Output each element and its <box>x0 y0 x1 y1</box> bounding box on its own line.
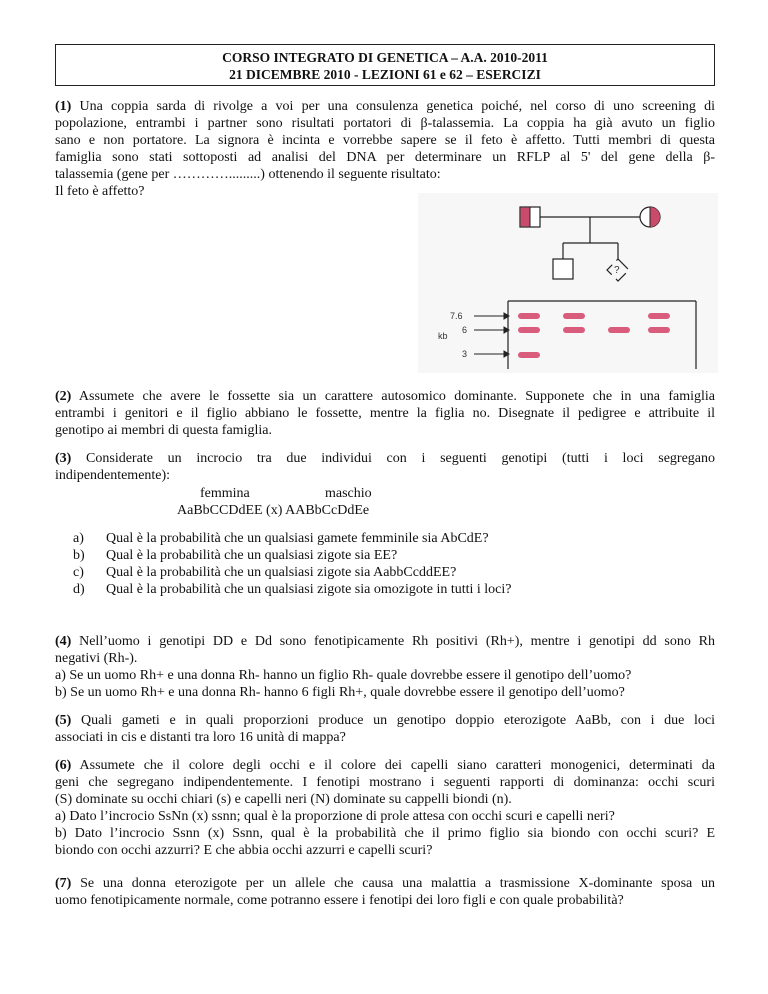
q6-line-2: geni che segregano indipendentemente. I fenotipi mostrano i seguenti rapporti di dominanza: occhi scuri <box>55 775 715 790</box>
q4-line-2: negativi (Rh-). <box>55 651 138 666</box>
band-father-7.6 <box>518 313 540 319</box>
band-mother-6 <box>563 327 585 333</box>
q6-line-5: b) Dato l’incrocio Ssnn (x) Ssnn, qual è la probabilità che il primo figlio sia biondo con occhi scuri? E <box>55 826 715 841</box>
band-label-7.6: 7.6 <box>450 311 463 321</box>
q3-line-2: indipendentemente): <box>55 468 171 483</box>
male-label: maschio <box>325 486 372 501</box>
q6-number: (6) <box>55 758 72 773</box>
figure-svg <box>418 193 718 373</box>
q3-subquestions <box>73 530 733 598</box>
band-mother-7.6 <box>563 313 585 319</box>
gel-bands <box>518 313 670 358</box>
female-label: femmina <box>200 486 250 501</box>
q6-line-4: a) Dato l’incrocio SsNn (x) ssnn; qual è la proporzione di prole attesa con occhi scuri e capelli neri? <box>55 809 615 824</box>
question-6 <box>55 757 715 859</box>
band-fetus-6 <box>648 327 670 333</box>
q5-line-2: associati in cis e distanti tra loro 16 unità di mappa? <box>55 730 346 745</box>
q3-item-c: c) Qual è la probabilità che un qualsiasi zigote sia AabbCcddEE? <box>73 565 457 580</box>
q4-line-4: b) Se un uomo Rh+ e una donna Rh- hanno 6 figli Rh+, quale dovrebbe essere il genotipo dell’uomo? <box>55 685 625 700</box>
question-1 <box>55 98 715 200</box>
q1-line-3: sano e non portatore. La signora è incinta e vorrebbe sapere se il feto è affetto. Tutti membri di questa <box>55 133 715 148</box>
q1-number: (1) <box>55 99 72 114</box>
mother-symbol <box>640 207 660 227</box>
question-5 <box>55 712 715 746</box>
q3-line-1: (3) Considerate un incrocio tra due individui con i seguenti genotipi (tutti i loci segregano <box>55 451 716 466</box>
q7-line-1: (7) Se una donna eterozigote per un allele che causa una malattia a trasmissione X-dominante sposa un <box>55 876 716 891</box>
q3-item-b: b) Qual è la probabilità che un qualsiasi zigote sia EE? <box>73 548 398 563</box>
band-fetus-7.6 <box>648 313 670 319</box>
unit-label-kb: kb <box>438 331 448 341</box>
pedigree-gel-figure <box>418 193 718 373</box>
size-arrows <box>474 313 509 357</box>
question-4 <box>55 633 715 701</box>
question-2 <box>55 388 715 439</box>
q1-line-6: Il feto è affetto? <box>55 184 145 199</box>
header-subtitle: 21 DICEMBRE 2010 - LEZIONI 61 e 62 – ESERCIZI <box>229 67 541 82</box>
header-title: CORSO INTEGRATO DI GENETICA – A.A. 2010-2011 <box>222 50 548 65</box>
band-father-3 <box>518 352 540 358</box>
q1-line-5: talassemia (gene per ………….........) ottenendo il seguente risultato: <box>55 167 441 182</box>
son-symbol <box>553 259 573 279</box>
q4-number: (4) <box>55 634 72 649</box>
question-3 <box>55 450 715 484</box>
q6-line-1: (6) Assumete che il colore degli occhi e il colore dei capelli siano caratteri monogenici, determinati da <box>55 758 716 773</box>
q4-line-3: a) Se un uomo Rh+ e una donna Rh- hanno un figlio Rh- quale dovrebbe essere il genotipo dell’uomo? <box>55 668 632 683</box>
gel-frame <box>508 301 696 369</box>
q6-line-3: (S) dominate su occhi chiari (s) e capelli neri (N) dominate su cappelli biondi (n). <box>55 792 512 807</box>
q3-number: (3) <box>55 451 72 466</box>
q2-number: (2) <box>55 389 72 404</box>
q2-line-1: (2) Assumete che avere le fossette sia un carattere autosomico dominante. Supponete che in una famiglia <box>55 389 715 404</box>
q1-line-1: (1) Una coppia sarda di rivolge a voi per una consulenza genetica poiché, nel corso di uno screening di <box>55 99 715 114</box>
q3-item-d: d) Qual è la probabilità che un qualsiasi zigote sia omozigote in tutti i loci? <box>73 582 512 597</box>
q1-line-2: popolazione, entrambi i partner sono risultati portatori di β-talassemia. La coppia ha già avuto un figlio <box>55 116 715 131</box>
question-7 <box>55 875 715 909</box>
q1-line-4: famiglia sono stati sottoposti ad analisi del DNA per determinare un RFLP al 5' del gene della β- <box>55 150 715 165</box>
father-symbol <box>520 207 540 227</box>
fetus-question-mark: ? <box>614 265 620 276</box>
band-label-3: 3 <box>462 349 468 359</box>
q7-number: (7) <box>55 876 72 891</box>
q4-line-1: (4) Nell’uomo i genotipi DD e Dd sono fenotipicamente Rh positivi (Rh+), mentre i genotipi dd sono Rh <box>55 634 715 649</box>
q6-line-6: biondo con occhi azzurri? E che abbia occhi azzurri e capelli scuri? <box>55 843 433 858</box>
q2-line-2: entrambi i genitori e il figlio abbiano le fossette, mentre la figlia no. Disegnate il pedigree e attribuite il <box>55 406 715 421</box>
band-son-6 <box>608 327 630 333</box>
q7-line-2: uomo fenotipicamente normale, come potranno essere i fenotipi dei loro figli e con quale probabilità? <box>55 893 624 908</box>
band-father-6 <box>518 327 540 333</box>
cross-genotypes: AaBbCCDdEE (x) AABbCcDdEe <box>177 503 370 518</box>
q3-item-a: a) Qual è la probabilità che un qualsiasi gamete femminile sia AbCdE? <box>73 531 489 546</box>
band-label-6: 6 <box>462 325 468 335</box>
header-box <box>55 44 715 86</box>
q5-number: (5) <box>55 713 72 728</box>
q2-line-3: genotipo ai membri di questa famiglia. <box>55 423 272 438</box>
q5-line-1: (5) Quali gameti e in quali proporzioni produce un genotipo doppio eterozigote AaBb, con i due loci <box>55 713 715 728</box>
